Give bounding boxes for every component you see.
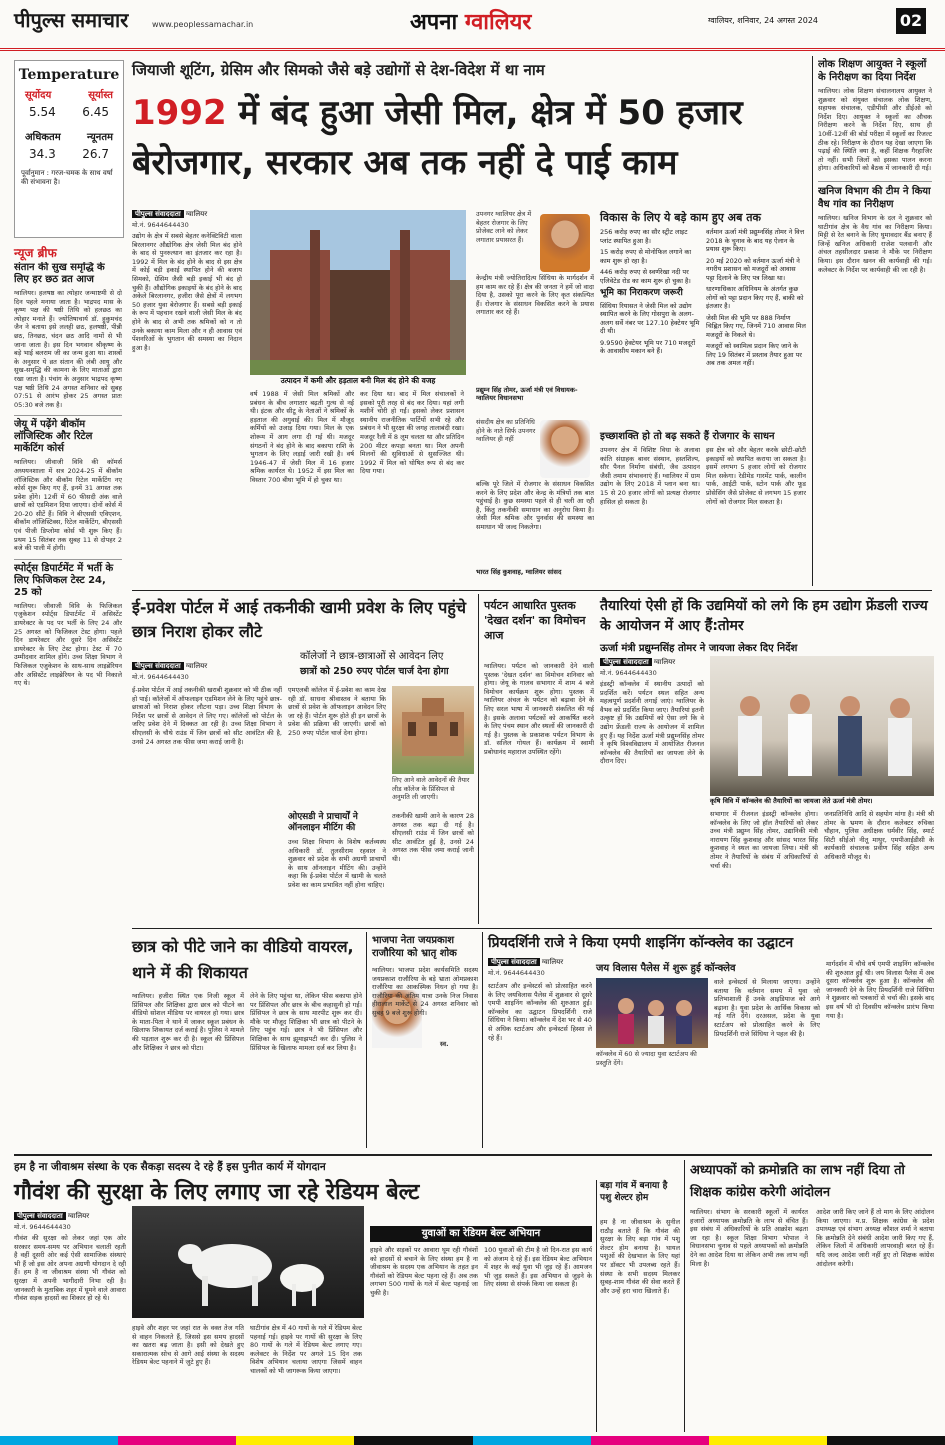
conclave-body-2: वाले इन्वेस्टर्स से मिलाया जाएगा। उन्होंने बताया कि वर्तमान समय में युवा जो प्रतिभाशाली हैं उनके आइडियाज को आगे बढ़ाना है। युवा प्रदेश के आर्थिक विकास को नई गति देंगे। दरअसल, प्रदेश के युवा स्टार्टअप को प्रोत्साहित करने के लिए प्रियदर्शिनी राजे सिंधिया ने पहल की है। — [714, 978, 820, 1038]
right-column — [818, 58, 932, 588]
conclave-byline — [488, 958, 563, 967]
rule-1 — [132, 590, 932, 591]
cattle-body-5: 100 युवाओं की टीम है जो दिन-रात इस कार्य को अंजाम दे रहे हैं। इस रेडियम बेल्ट अभियान में शहर के कई युवा भी जुड़ रहे हैं। आमजन भी जुड़ सकते हैं। इस अभियान से जुड़ने के लिए संस्था से संपर्क किया जा सकता है। — [484, 1246, 592, 1289]
lead-headline-text: में बंद हुआ जेसी मिल, क्षेत्र में 50 हजार बेरोजगार, सरकार अब तक नहीं दे पाई काम — [132, 93, 743, 183]
quote-2-role: संसदीय क्षेत्र का प्रतिनिधि होने के नाते सिर्फ उपनगर ग्वालियर ही नहीं — [476, 418, 536, 443]
reg-magenta — [118, 1436, 236, 1445]
section-title — [410, 6, 531, 36]
lead-kicker: जियाजी शूटिंग, ग्रेसिम और सिमको जैसे बड़े उद्योगों से देश-विदेश में था नाम — [132, 61, 545, 79]
dev-left2-item-2: 9.9590 हेक्टेयर भूमि पर 710 मजदूरों के आवासीय मकान बने हैं। — [600, 338, 696, 355]
cattle-headline: गौवंश की सुरक्षा के लिए लगाए जा रहे रेडियम बेल्ट — [14, 1180, 420, 1205]
bjp-body: ग्वालियर। भाजपा प्रदेश कार्यसमिति सदस्य जयप्रकाश राजौरिया के बड़े भ्राता ओमप्रकाश राजौरिया का आकस्मिक निधन हो गया है। राजौरिया की अंतिम यात्रा उनके निज निवास हीरालाल मार्केट से 24 अगस्त शनिवार को सुबह 9 बजे शुरू होगी। — [372, 966, 478, 1017]
will-box-right: इस क्षेत्र को और बेहतर करके छोटी-छोटी इकाइयों को स्थापित कराया जा सकता है। इसमें लगभग 5 हजार लोगों को रोजगार मिल सकेगा। रेडीमेड गारमेंट पार्क, कालीन पार्क, आईटी पार्क, स्टोन पार्क और फूड प्रोसेसिंग जैसे प्रोजेक्ट से लगभग 15 हजार लोगों को रोजगार मिल सकता है। — [706, 446, 806, 506]
dev-right-item-5: मजदूरों को स्वामित्व प्रदान किए जाने के लिए 19 सितंबर में प्रस्ताव तैयार हुआ पर अब तक अमल नहीं। — [706, 342, 802, 367]
conclave-headline: प्रियदर्शिनी राजे ने किया एमपी शाइनिंग कॉन्क्लेव का उद्घाटन — [488, 935, 794, 951]
brief-title-3: स्पोर्ट्स डिपार्टमेंट में भर्ती के लिए फिजिकल टेस्ट 24, 25 को — [14, 559, 122, 599]
rule-7 — [596, 1180, 597, 1432]
conclave-sub: जय विलास पैलेस में शुरू हुई कॉन्क्लेव — [596, 963, 736, 974]
dev-box-left — [600, 228, 700, 418]
right-title-1: लोक शिक्षण आयुक्त ने स्कूलों के निरीक्षण का दिया निर्देश — [818, 59, 927, 83]
conclave-body-3: मार्गदर्शन में चौथे वर्ष एमपी शाइनिंग कॉन्क्लेव की शुरुआत हुई थी। जय विलास पैलेस में अब दूसरा कॉन्क्लेव शुरू हुआ है। कॉन्क्लेव की जानकारी देने के लिए प्रियदर्शिनी राजे सिंधिया ने शुक्रवार को पत्रकारों से चर्चा की। इसके बाद इस वर्ष भी दो दिवसीय कॉन्क्लेव प्रारंभ किया गया है। — [826, 960, 934, 1020]
dev-left-item-3: 446 करोड़ रुपए से स्वर्णरेखा नदी पर एलिवेटेड रोड का काम शुरू हो चुका है। — [600, 268, 691, 285]
min-label: न्यूनतम — [87, 132, 113, 143]
right-body-1: ग्वालियर। लोक शिक्षण संचालनालय आयुक्त ने शुक्रवार को संयुक्त संचालक लोक शिक्षण, सहायक संचालक, एडीपीसी और डीईओ को निर्देश दिए। आयुक्त ने स्कूलों का औचक निरीक्षण करने के निर्देश दिए, साथ ही 10वीं-12वीं की बोर्ड परीक्षा में स्कूलों का रिजल्ट ठीक रहे। निरीक्षण के दौरान यह देखा जाएगा कि पढ़ाई की स्थिति क्या है, कहीं शिक्षक गैरहाजिर तो नहीं। सभी जिलों को इसका पालन करना होगा। अधिकारियों को बैठक में जानकारी दी गई। — [818, 87, 932, 173]
rule-5 — [482, 932, 483, 1148]
lead-photo — [250, 210, 466, 375]
quote-1-text: केन्द्रीय मंत्री ज्योतिरादित्य सिंधिया के मार्गदर्शन में हम काम कर रहे हैं। क्षेत्र की जनता ने हमें जो वादा दिया है, उसको पूरा करने के लिए कृत संकल्पित हैं। रोजगार के संसाधन विकसित करने के प्रयास लगातार कर रहे हैं। — [476, 274, 594, 317]
shelter-headline: बड़ा गांव में बनाया है पशु शेल्टर होम — [600, 1181, 668, 1203]
quote-1-role: उपनगर ग्वालियर क्षेत्र में बेहतर रोजगार के लिए प्रोजेक्ट लाने को लेकर लगातार प्रयासरत हैं। — [476, 210, 532, 244]
eprav-sub-2: छात्रों को 250 रुपए पोर्टल चार्ज देना होगा — [300, 666, 449, 677]
newsbrief-label: न्यूज ब्रीफ — [14, 246, 57, 260]
reg-magenta-2 — [591, 1436, 709, 1445]
udyam-body-3: जनप्रतिनिधि आदि से सहयोग मांगा है। मंत्री श्री तोमर के भ्रमण के दौरान कलेक्टर रुचिका चौहान, पुलिस अधीक्षक धर्मवीर सिंह, स्मार्ट सिटी सीईओ नीतू माथुर, एमपीआईडीसी के कार्यकारी संचालक प्रवीण सिंह सहित अन्य अधिकारी मौजूद थे। — [824, 810, 934, 861]
cows-illustration — [132, 1206, 364, 1318]
brief-title-2: जेयू में पढ़ेंगे बीकॉम लॉजिस्टिक और रिटेल मार्केटिंग कोर्स — [14, 415, 122, 455]
video-headline: छात्र को पीटे जाने का वीडियो वायरल, थाने में की शिकायत — [132, 937, 354, 982]
eprav-headline: ई-प्रवेश पोर्टल में आई तकनीकी खामी प्रवेश के लिए पहुंचे छात्र निराश होकर लौटे — [132, 598, 466, 641]
will-box-title: इच्छाशक्ति हो तो बढ़ सकते हैं रोजगार के साधन — [600, 431, 775, 442]
lead-mobile: मो.नं. 9644644430 — [132, 221, 189, 229]
udyam-body-1: इंडस्ट्री कॉन्क्लेव में स्थानीय उत्पादों को प्रदर्शित करें। पर्यटन स्थल सहित अन्य महत्वपूर्ण प्रदर्शनी लगाई जाएं। ग्वालियर के वैभव को प्रदर्शित किया जाए। तैयारियां इतनी उत्कृष्ट हों कि उद्यमियों को ऐसा लगे कि वे उद्योग फ्रेंडली राज्य के आयोजन में शामिल हुए हैं। यह निर्देश ऊर्जा मंत्री प्रद्युम्नसिंह तोमर ने कृषि विश्वविद्यालय में आयोजित रीजनल कॉन्क्लेव की तैयारियों का जायजा लेने के दौरान दिए। — [600, 680, 704, 766]
conclave-stage-illustration — [596, 978, 708, 1048]
rule-6 — [14, 1154, 932, 1156]
eprav-byline-reporter: पीपुल्स संवाददाता — [132, 662, 184, 670]
quote-box-1 — [476, 210, 594, 410]
lead-photo-caption: उत्पादन में कमी और हड़ताल बनी मिल बंद होने की वजह — [280, 376, 436, 385]
lead-byline-reporter: पीपुल्स संवाददाता — [132, 210, 184, 218]
eprav-body-3: उच्च शिक्षा विभाग के विशेष कर्तव्यस्थ अधिकारी डॉ. तुलसीराम रहवाल ने शुक्रवार को प्रदेश के सभी अग्रणी प्राचार्यों के साथ ऑनलाइन मीटिंग की। उन्होंने कहा कि ई-प्रवेश पोर्टल में खामी के चलते प्रवेश का काम प्रभावित नहीं होना चाहिए। — [288, 838, 386, 889]
quote-2-photo — [540, 420, 590, 478]
max-label: अधिकतम — [25, 132, 61, 143]
video-body-2: लेने के लिए पहुंचा था, लेकिन फीस बकाया होने पर प्रिंसिपल और छात्र के बीच कहासुनी हो गई। प्रिंसिपल ने छात्र के साथ मारपीट शुरू कर दी। मौके पर मौजूद शिक्षिका भी छात्र को पीटने के लिए पहुंच गई। छात्र ने भी प्रिंसिपल और शिक्षिका के साथ झूमाझपटी कर दी। पुलिस ने प्रिंसिपल के खिलाफ मामला दर्ज कर लिया है। — [250, 992, 362, 1052]
reg-black-2 — [827, 1436, 945, 1445]
newsbrief — [14, 262, 122, 1082]
weather-title: Temperature — [18, 67, 120, 83]
brand-name: पीपुल्स समाचार — [14, 8, 129, 32]
dev-left-item-1: 256 करोड़ रुपए का सौर स्ट्रीट लाइट प्लांट स्थापित हुआ है। — [600, 228, 688, 245]
eprav-sub-1: कॉलेजों ने छात्र-छात्राओं से आवेदन लिए — [300, 651, 444, 662]
teachers-body-1: ग्वालियर। संभाग के सरकारी स्कूलों में कार्यरत हजारों अध्यापक क्रमोन्नति के लाभ से वंचित हैं। इस संबंध में अधिकारियों के प्रति आक्रोश बढ़ता जा रहा है। स्कूल शिक्षा विभाग भोपाल ने विधानसभा चुनाव से पहले अध्यापकों को क्रमोन्नति देने का आदेश दिया था लेकिन अभी तक लाभ नहीं मिला है। — [690, 1208, 808, 1268]
cattle-kicker: हम है ना जीवाश्रम संस्था के एक सैकड़ा सदस्य दे रहे हैं इस पुनीत कार्य में योगदान — [14, 1161, 326, 1173]
udyam-byline-reporter: पीपुल्स संवाददाता — [600, 658, 652, 666]
brief-body-1: ग्वालियर। हलषष्ठ का त्योहार जन्माष्टमी से दो दिन पहले मनाया जाता है। भाद्रपद मास के कृष्ण पक्ष की षष्ठी तिथि को हलछठ का त्योहार मनाते हैं। ज्योतिषाचार्य डॉ. हुकुमचंद जैन ने बताया इसे ललही छठ, हलषष्ठी, पीन्नी छठ, तिनछठ, चंदन छठ आदि नामों से भी जाना जाता है। इस दिन भगवान श्रीकृष्ण के बड़े भाई बलराम जी का जन्म हुआ था। शास्त्रों के अनुसार ये व्रत संतान की लंबी आयु और सुख-समृद्धि की कामना के लिए माताओं द्वारा रखा जाता है। पंचांग के अनुसार भाद्रपद कृष्ण पक्ष षष्ठी तिथि 24 अगस्त शनिवार को सुबह 07:51 से आरंभ होकर 25 अगस्त प्रातः 05:30 बजे तक है। — [14, 289, 122, 409]
conclave-mobile: मो.नं. 9644644430 — [488, 969, 545, 977]
cattle-byline-place: ग्वालियर — [67, 1212, 90, 1220]
video-body-1: ग्वालियर। हजीरा स्थित एक निजी स्कूल में प्रिंसिपल और शिक्षिका द्वारा छात्र को पीटने का वीडियो सोशल मीडिया पर वायरल हो गया। छात्र के माता-पिता ने थाने में जाकर स्कूल प्रबंधन के खिलाफ शिकायत दर्ज कराई है। पुलिस ने मामले की पड़ताल शुरू कर दी है। स्कूल की प्रिंसिपल और शिक्षिका ने छात्र को पीटा। — [132, 992, 244, 1052]
eprav-photo-caption: लिए आने वाले आवेदनों की तैयार लीड कॉलेज के प्रिंसिपल से अनुमति ली जाएगी। — [392, 776, 470, 801]
rule-4 — [366, 932, 367, 1148]
tourism-headline: पर्यटन आधारित पुस्तक 'देखत दर्शन' का विमोचन आज — [484, 599, 586, 642]
quote-2-text: बल्कि पूरे जिले में रोजगार के संसाधन विकसित करने के लिए प्रदेश और केन्द्र के मंत्रियों तक बात पहुंचाई है। कुछ समस्या पहले से ही चली आ रही है, किंतु तकनीकी समाधान का अनुरोध किया है। जेसी मिल श्रमिक और पुनर्वास की समस्या का समाधान भी जल्द निकलेगा। — [476, 480, 594, 531]
eprav-sub-3: ओएसडी ने प्राचार्यों ने ऑनलाइन मीटिंग की — [288, 812, 358, 833]
brief-title-1: संतान की सुख समृद्धि के लिए हर छठ व्रत आज — [14, 262, 105, 285]
udyam-byline — [600, 658, 675, 667]
masthead — [0, 0, 945, 51]
page-number: 02 — [896, 8, 926, 34]
dev-right-item-4: जेसी मिल की भूमि पर 888 निर्माण चिह्नित किए गए, जिनमें 710 आवास मिल मजदूरों के निकले थे। — [706, 313, 806, 339]
udyam-photo — [710, 656, 934, 796]
cattle-body-1: गौवंश की सुरक्षा को लेकर जहां एक ओर सरकार समय-समय पर अभियान चलाती रहती है वहीं दूसरी ओर कई ऐसी सामाजिक संस्थाएं भी हैं जो इस ओर अपना अग्रणी योगदान दे रही हैं। हम है ना जीवाश्रम संस्था भी गौवंश को सुरक्षा में अपनी भागीदारी निभा रही है। जानकारी के मुताबिक शहर में घूमने वाले आवारा गौवंश सड़क हादसों का शिकार हो रहे थे। — [14, 1234, 126, 1303]
max-value: 34.3 — [29, 147, 56, 161]
dateline: ग्वालियर, शनिवार, 24 अगस्त 2024 — [708, 16, 819, 25]
quote-2-name: भारत सिंह कुशवाह, ग्वालियर सांसद — [476, 568, 562, 576]
lead-byline — [132, 210, 207, 219]
will-box-left: उपनगर क्षेत्र में विशिष्ट विधा के अलावा कांति संग्राहक बावर संस्थान, हस्तशिल्प, सौर पैनल निर्माण संबंधी, जैव उत्पादन जैसी तमाम संभावनाएं हैं। ग्वालियर में ग्राम उद्योग के लिए 2018 में प्लान बना था। 15 से 20 हजार लोगों को प्रत्यक्ष रोजगार हासिल हो सकता है। — [600, 446, 700, 506]
quote-1-photo — [540, 214, 590, 272]
right-body-2: ग्वालियर। खनिज विभाग के दल ने शुक्रवार को घाटीगांव क्षेत्र के वैध गांव का निरीक्षण किया। मिट्टी से रेत बनाने के लिए घुमावदार बैंड बनाए हैं जिन्हें खनिज अधिकारी राजेश पलवानी और अंचल तहसीलदार प्रकाश ने मौके पर निरीक्षण किया। इस दौरान खनन की कार्यवाही की गई। कलेक्टर के निर्देश पर कार्यवाही की जा रही है। — [818, 213, 932, 274]
udyam-photo-caption: कृषि विवि में कॉन्क्लेव की तैयारियों का जायजा लेते ऊर्जा मंत्री तोमर। — [710, 797, 873, 805]
lead-byline-place: ग्वालियर — [185, 210, 208, 218]
eprav-body-1: ई-प्रवेश पोर्टल में आई तकनीकी खराबी शुक्रवार को भी ठीक नहीं हो पाई। कॉलेजों में ऑफलाइन एडमिशन लेने के लिए पहुंचे छात्र-छात्राओं को निराश होकर लौटना पड़ा। उच्च शिक्षा विभाग के निर्देश पर छात्रों से आवेदन ले लिए गए। कॉलेजों को पोर्टल के जरिए प्रवेश देने में दिक्कत आ रही है। उच्च शिक्षा विभाग ने सीएलसी के चौथे राउंड में जिन छात्रों को सीट आवंटित की है, उनसे 24 अगस्त तक फीस जमा कराई जानी है। — [132, 686, 282, 746]
teachers-headline: अध्यापकों को क्रमोन्नति का लाभ नहीं दिया तो शिक्षक कांग्रेस करेगी आंदोलन — [690, 1163, 905, 1200]
brand-site: www.peoplessamachar.in — [152, 20, 254, 29]
cattle-byline — [14, 1212, 89, 1221]
udyam-sub: ऊर्जा मंत्री प्रद्युम्नसिंह तोमर ने जायजा लेकर दिए निर्देश — [600, 643, 798, 654]
lead-body-3: कर दिया था। बाद में मिल संचालकों ने इसको पूरी तरह से बंद कर दिया। यहां लगी मशीनें चोरी हो गईं। इसको लेकर प्रशासन स्थानीय राजनीतिक पार्टियों सभी रहे और प्रबंधन ने भी सुरक्षा की जगह तालाबंदी रखा। मजदूर रैली में 8 लूम चलता था और प्रतिदिन 200 मीटर कपड़ा बनता था। मिल अपनी मिलनों की सुविधाओं से सुसज्जित थी। 1992 में मिल को घोषित रूप से बंद कर दिया गया। — [360, 390, 464, 476]
sunset-value: 6.45 — [82, 105, 109, 119]
weather-box — [14, 60, 124, 238]
cattle-body-3: घाटीगांव क्षेत्र में 40 गायों के गले में रेडियम बेल्ट पहनाई गई। हाइवे पर गायों की सुरक्षा के लिए 80 गायों के गले में रेडियम बेल्ट लगाए गए। कलेक्टर के निर्देश पर अगले 15 दिन तक विशेष अभियान चलाया जाएगा जिसमें वाहन चालकों को भी जागरूक किया जाएगा। — [250, 1324, 362, 1375]
eprav-mobile: मो.नं. 9644644430 — [132, 673, 189, 681]
dev-subtitle: भूमि का निराकरण जरूरी — [600, 288, 683, 298]
dev-right-item-1: वर्तमान ऊर्जा मंत्री प्रद्युम्नसिंह तोमर ने वित्त 2018 के चुनाव के बाद यह ऐलान के प्रयास शुरू किए। — [706, 228, 805, 253]
reg-cyan — [0, 1436, 118, 1445]
bjp-name: स्व. — [440, 1040, 449, 1048]
eprav-byline-place: ग्वालियर — [185, 662, 208, 670]
reg-cyan-2 — [473, 1436, 591, 1445]
rule-2 — [478, 594, 479, 924]
cattle-body-2: हाइवे और शहर पर जहां रात के वक्त तेज गति से वाहन निकलते हैं, जिससे इस समय हादसों का खतरा बढ़ जाता है। इसी को देखते हुए सकारात्मक सोच से आगे आई संस्था के सदस्य रेडियम बेल्ट पहनाने में जुटे हुए हैं। — [132, 1324, 244, 1367]
bjp-headline: भाजपा नेता जयप्रकाश राजौरिया को भ्रातृ शोक — [372, 935, 457, 959]
eprav-photo — [392, 686, 474, 774]
right-column-rule — [812, 56, 813, 586]
udyam-body-2: सभागार में रीजनल इंडस्ट्री कॉन्क्लेव होगा। कॉन्क्लेव के लिए जो हॉल तैयारियों को लेकर उच्च मंत्री प्रद्युम्न सिंह तोमर, उद्यानिकी मंत्री नारायण सिंह कुशवाह और सांसद भारत सिंह कुशवाह ने स्थल का जायजा लिया। मंत्री श्री तोमर ने तैयारियों के संबंध में अधिकारियों से चर्चा की। — [710, 810, 818, 870]
reg-black — [354, 1436, 472, 1445]
dev-box-right — [706, 228, 806, 418]
brief-body-2: ग्वालियर। जीवाजी विवि की कॉमर्स अध्ययनशाला में सत्र 2024-25 में बीकॉम लॉजिस्टिक और बीकॉम रिटेल मार्केटिंग नए कोर्स शुरू किए गए हैं, इनमें 31 अगस्त तक प्रवेश होंगे। 12वीं में 60 फीसदी अंक वाले छात्रों को एडमिशन दिया जाएगा। दोनों कोर्स में 20-20 सीटें हैं। विवि ने बीएससी एविएशन, बीकॉम लॉजिस्टिक्स, रिटेल मार्केटिंग, बीएससी एवं पीजी डिप्लोमा कोर्स भी शुरू किए हैं। प्रथम 15 सितंबर तक सुबह 11 से दोपहर 2 बजे की पाली में होगी। — [14, 458, 122, 553]
min-value: 26.7 — [82, 147, 109, 161]
right-title-2: खनिज विभाग की टीम ने किया वैध गांव का निरीक्षण — [818, 181, 932, 211]
udyam-mobile: मो.नं. 9644644430 — [600, 669, 657, 677]
dev-right-item-3: धारणाधिकार अधिनियम के अंतर्गत कुछ लोगों को पट्टा प्रदान किए गए हैं, बाकी को इंतजार है। — [706, 285, 804, 310]
rule-3 — [132, 928, 932, 929]
lead-headline — [132, 88, 802, 206]
cattle-box-title: युवाओं का रेडियम बेल्ट अभियान — [370, 1226, 592, 1242]
conclave-byline-reporter: पीपुल्स संवाददाता — [488, 958, 540, 966]
weather-forecast: पूर्वानुमान : गरज-चमक के साथ वर्षा की संभावना है। — [21, 169, 113, 186]
eprav-body-2: एमएलबी कॉलेज में ई-प्रवेश का काम देख रही डॉ. साधना श्रीवास्तव ने बताया कि छात्रों से प्रवेश के ऑफलाइन आवेदन लिए जा रहे हैं। पोर्टल शुरू होते ही इन छात्रों के प्रवेश की प्रक्रिया की जाएगी। छात्रों को 250 रुपए पोर्टल चार्ज देना होगा। — [288, 686, 386, 737]
mill-gate-illustration — [250, 210, 466, 375]
conclave-photo-caption: कॉन्क्लेव में 60 से ज्यादा युवा स्टार्टअप की प्रस्तुति देंगे। — [596, 1050, 697, 1067]
quote-1-name: प्रद्युम्न सिंह तोमर, ऊर्जा मंत्री एवं विधायक-ग्वालियर विधानसभा — [476, 386, 578, 402]
sunrise-label: सूर्योदय — [25, 90, 52, 101]
ministers-illustration — [710, 656, 934, 796]
section-name: ग्वालियर — [464, 10, 532, 35]
eprav-byline — [132, 662, 207, 671]
cattle-body-4: हाइवे और सड़कों पर आवारा घूम रही गौवंशों को हादसों से बचाने के लिए संस्था हम है ना जीवाश्रम के सदस्य एक अभियान के तहत इन गौवंशों को रेडियम बेल्ट पहना रहे हैं। अब तक लगभग 500 गायों के गले में बेल्ट पहनाई जा चुकी है। — [370, 1246, 478, 1297]
registration-strip — [0, 1436, 945, 1445]
lead-headline-number: 1992 — [132, 93, 227, 133]
college-illustration — [392, 686, 474, 774]
reg-yellow — [236, 1436, 354, 1445]
dev-right-item-2: 20 मई 2020 को वर्तमान ऊर्जा मंत्री ने नगरीय प्रशासन को मजदूरों को आवास पट्टा दिलाने के लिए पत्र लिखा था। — [706, 256, 800, 282]
rule-8 — [684, 1160, 685, 1432]
dev-left-item-2: 15 करोड़ रुपए से मोनोफिल लगाने का काम शुरू हो रहा है। — [600, 248, 692, 265]
quote-box-2 — [476, 418, 594, 588]
sunset-label: सूर्यास्त — [88, 90, 113, 101]
dev-box-title: विकास के लिए ये बड़े काम हुए अब तक — [600, 211, 761, 224]
cattle-photo — [132, 1206, 364, 1318]
sunrise-value: 5.54 — [29, 105, 56, 119]
udyam-headline: तैयारियां ऐसी हों कि उद्यमियों को लगे कि हम उद्योग फ्रेंडली राज्य के आयोजन में आए हैं:तोमर — [600, 598, 928, 634]
eprav-body-4: तकनीकी खामी आने के कारण 28 अगस्त तक बढ़ा दी गई है। सीएलसी राउंड में जिन छात्रों को सीट आवंटित हुई है, उनसे 24 अगस्त तक फीस जमा कराई जानी थी। — [392, 812, 474, 863]
teachers-body-2: आदेश जारी किए जाने हैं तो माग के लिए आंदोलन किया जाएगा। म.प्र. शिक्षक कांग्रेस के प्रदेश उपाध्यक्ष एवं संभाग अध्यक्ष कौशल शर्मा ने बताया कि क्रमोन्नति देने संबंधी आदेश जारी किए गए हैं, लेकिन जिलों में अधिकारी लापरवाही बरत रहे हैं। यदि जल्द आदेश जारी नहीं हुए तो शिक्षक कांग्रेस आंदोलन करेगी। — [816, 1208, 934, 1268]
lead-body-2: वर्ष 1988 में जेसी मिल श्रमिकों और प्रबंधन के बीच लगातार बढ़ती गुत्थ से नई थी। इंटक और सीटू के नेताओं ने श्रमिकों के हड़ताल की अगुवाई की। मिल में मौजूद कर्मियों को उजाड़ दिया गया। मिल के एक शोरूम में आग लगा दी गई थी। मजदूर संगठनों ने बंद होने के बाद बकाया राशि के भुगतान के लिए लड़ाई जारी रखी है। वर्ष 1946-47 में जेसी मिल में 16 हजार श्रमिक कार्यरत थे। 1952 में इस मिल का विस्तार 700 बीघा भूमि में हो चुका था। — [250, 390, 354, 484]
udyam-byline-place: ग्वालियर — [653, 658, 676, 666]
lead-body-1: उद्योग के क्षेत्र में सबसे बेहतर कनेक्टिविटी वाला बिरलानगर औद्योगिक क्षेत्र जेसी मिल बंद होने के बाद से पुनरुत्थान का इंतजार कर रहा है। 1992 में मिल के बंद होने के बाद से इस क्षेत्र में कोई बड़ी इकाई स्थापित होने की बजाय सिमको, ग्रेसिम जैसी बड़ी इकाई भी बंद हो चुकी हैं। औद्योगिक इकाइयों के बंद होने के बाद अकेले बिरलानगर, हजीरा जैसे क्षेत्रों में लगभग 50 हजार युवा बेरोजगार हैं। सबसे बड़ी इकाई के रूप में पहचान रखने वाली जेसी मिल के बंद होने के बाद से अभी तक श्रमिकों को न तो उनके बकाया काम मिला और न ही आवास एवं पेंशनरिओं के भुगतान की समस्या का निदान हुआ है। — [132, 232, 242, 352]
conclave-photo — [596, 978, 708, 1048]
reg-yellow-2 — [709, 1436, 827, 1445]
shelter-body: हम है ना जीवाश्रम के सुनील राठौड़ बताते हैं कि गौवंश की सुरक्षा के लिए बड़ा गांव में पशु शेल्टर होम बनाया है। घायल पशुओं की देखभाल के लिए यहां पर डॉक्टर भी उपलब्ध रहते हैं। संस्था के सभी सदस्य मिलकर सुबह-शाम गौवंश की सेवा करते हैं और उन्हें हरा चारा खिलाते हैं। — [600, 1218, 680, 1295]
dev-left2-item-1: सिंधिया रियासत ने जेसी मिल को उद्योग स्थापित करने के लिए गोसपुरा के अलग-अलग सर्वे नंबर पर 127.10 हेक्टेयर भूमि दी थी। — [600, 301, 700, 335]
cattle-mobile: मो.नं. 9644644430 — [14, 1223, 71, 1231]
brief-body-3: ग्वालियर। जीवाजी विवि के फिजिकल एजुकेशन स्पोर्ट्स डिपार्टमेंट में असिस्टेंट डायरेक्टर के पद पर भर्ती के लिए 24 और 25 अगस्त को फिजिकल टेस्ट होगा। पहले दिन डायरेक्टर और दूसरे दिन असिस्टेंट डायरेक्टर के लिए टेस्ट होगा। टेस्ट में 70 उम्मीदवार शामिल होंगे। उच्च शिक्षा विभाग ने फिजिकल एजुकेशन के साथ-साथ लाइब्रेरियन और असिस्टेंट लाइब्रेरियन के पद भी निकाले गए थे। — [14, 601, 122, 688]
tourism-body: ग्वालियर। पर्यटन को जानकारी देने वाली पुस्तक 'देखत दर्शन' का विमोचन शनिवार को होगा। जेयू के गालव सभागार में शाम 4 बजे विमोचन कार्यक्रम शुरू होगा। पुस्तक में ग्वालियर अंचल के पर्यटन को बढ़ावा देने के लिए सरल भाषा में जानकारी संकलित की गई है। इसके अलावा पर्यटकों को आकर्षित करने के लिए पंचम स्थान और स्थलों की जानकारी दी गई है। पुस्तक के प्रकाशक पर्यटन विभाग के डॉ. सलिल गोयल हैं। कार्यक्रम में स्वामी प्रबोधानंद महाराज उपस्थित रहेंगे। — [484, 662, 594, 756]
conclave-body-1: स्टार्टअप और इन्वेस्टर्स को प्रोत्साहित करने के लिए जयविलास पैलेस में शुक्रवार से दूसरे एमपी शाइनिंग कॉन्क्लेव की शुरुआत हुई। कॉन्क्लेव का उद्घाटन प्रियदर्शिनी राजे सिंधिया ने किया। कॉन्क्लेव में देश भर से 40 से अधिक स्टार्टअप और इन्वेस्टर्स हिस्सा ले रहे हैं। — [488, 982, 592, 1042]
section-prefix: अपना — [410, 10, 458, 35]
conclave-byline-place: ग्वालियर — [541, 958, 564, 966]
cattle-byline-reporter: पीपुल्स संवाददाता — [14, 1212, 66, 1220]
